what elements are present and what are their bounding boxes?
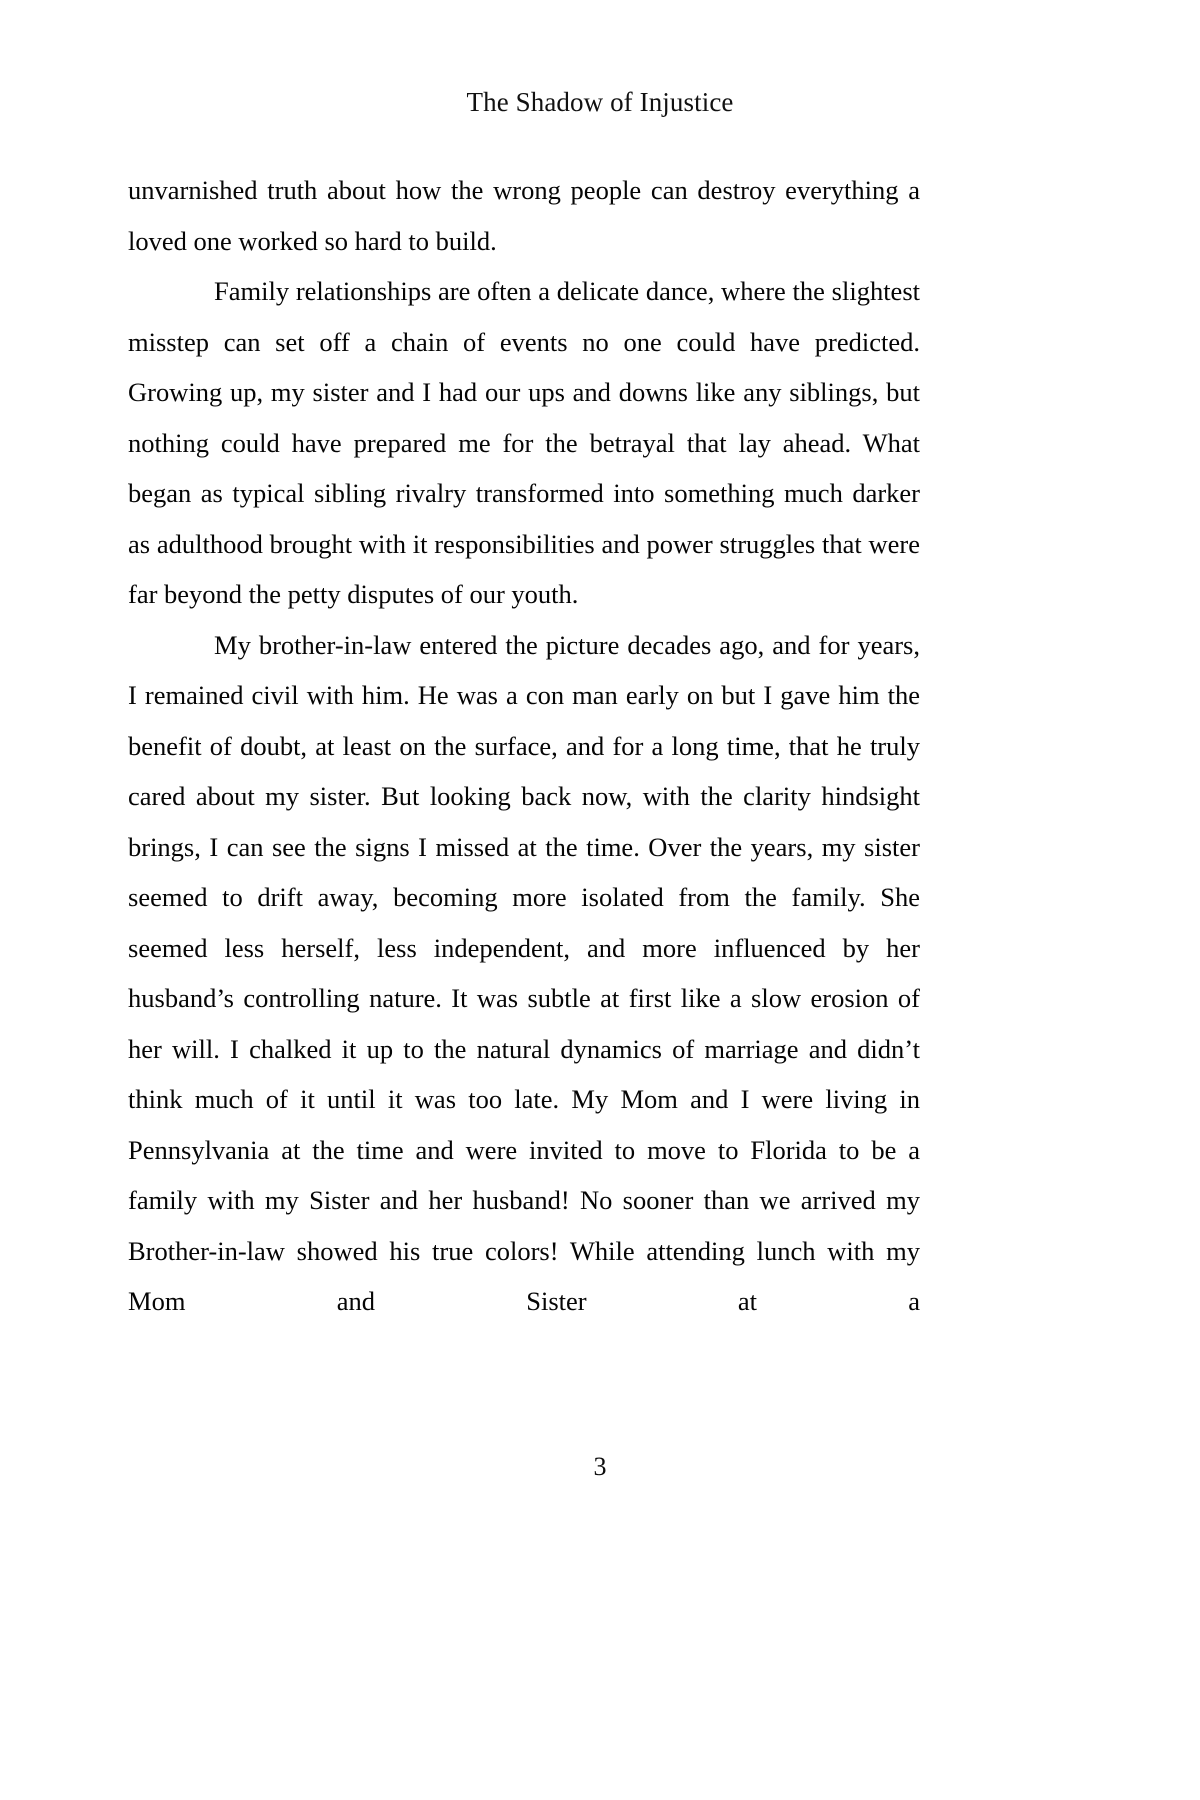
body-text-block bbox=[128, 165, 920, 1377]
paragraph-family-relationships: Family relationships are often a delicate dance, where the slightest misstep can set off a chain of events no one could have predicted. Growing up, my sister and I had our ups and downs like any siblings, but nothing could have prepared me for the betrayal that lay ahead. What began as typical sibling rivalry transformed into something much darker as adulthood brought with it responsibilities and power struggles that were far beyond the petty disputes of our youth. bbox=[128, 276, 920, 609]
running-header: The Shadow of Injustice bbox=[466, 87, 734, 117]
page-number: 3 bbox=[593, 1452, 607, 1481]
paragraph-continued: unvarnished truth about how the wrong people can destroy everything a loved one worked so hard to build. bbox=[128, 175, 920, 256]
paragraph-brother-in-law: My brother-in-law entered the picture decades ago, and for years, I remained civil with him. He was a con man early on but I gave him the benefit of doubt, at least on the surface, and for a long time, that he truly cared about my sister. But looking back now, with the clarity hindsight brings, I can see the signs I missed at the time. Over the years, my sister seemed to drift away, becoming more isolated from the family. She seemed less herself, less independent, and more influenced by her husband’s controlling nature. It was subtle at first like a slow erosion of her will. I chalked it up to the natural dynamics of marriage and didn’t think much of it until it was too late. My Mom and I were living in Pennsylvania at the time and were invited to move to Florida to be a family with my Sister and her husband! No sooner than we arrived my Brother-in-law showed his true colors! While attending lunch with my Mom and Sister at a bbox=[128, 629, 920, 1316]
